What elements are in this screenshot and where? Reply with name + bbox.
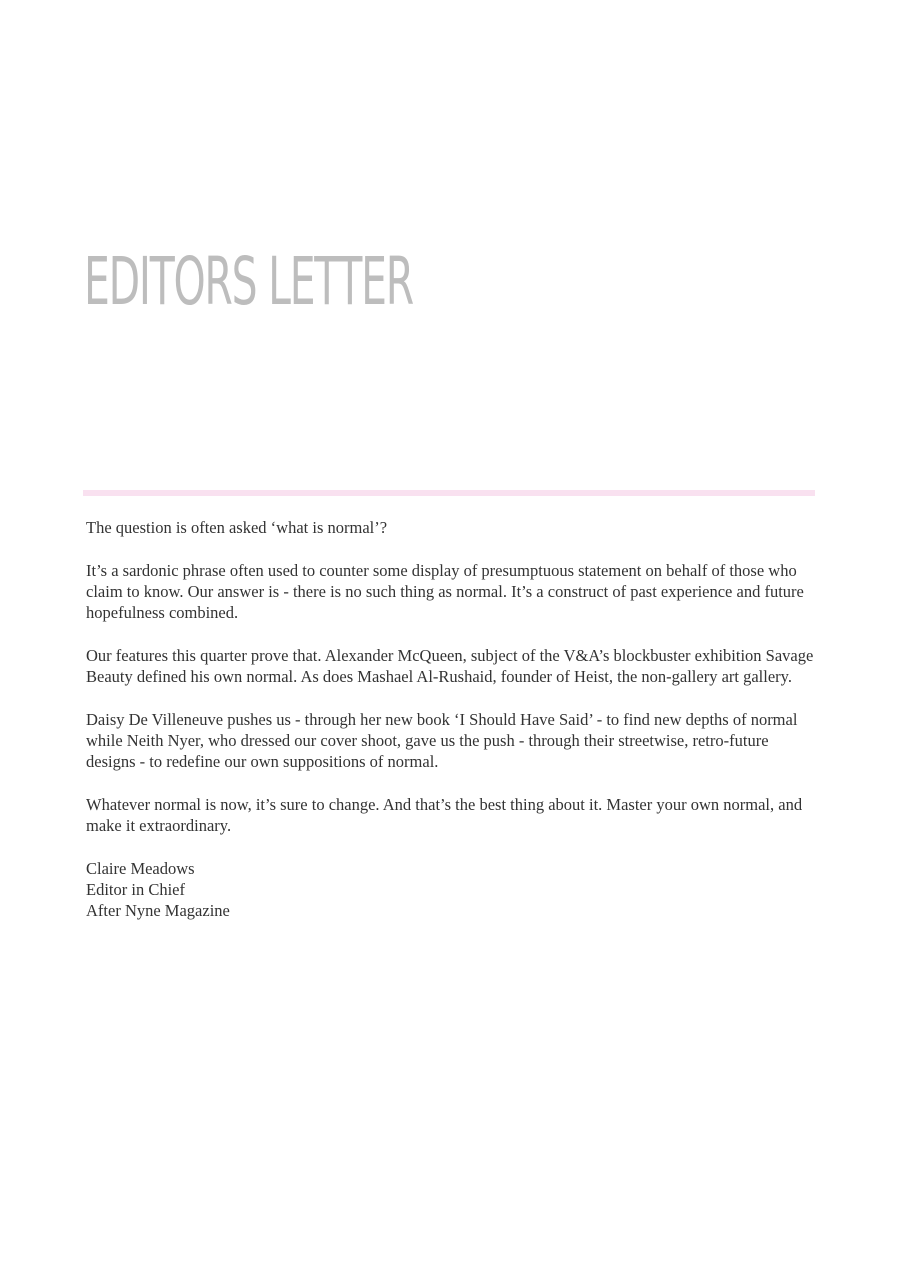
paragraph-intro: The question is often asked ‘what is normal’? [86,518,388,537]
signature-role: Editor in Chief [86,880,185,900]
signature-name: Claire Meadows [86,858,195,878]
paragraph-features: Our features this quarter prove that. Alexander McQueen, subject of the V&A’s blockbuster exhibition Savage Beauty defined his own normal. As does Mashael Al-Rushaid, founder of Heist, the non-gallery art gallery. [86,645,814,687]
pink-divider [83,490,815,496]
paragraph-normal-definition: It’s a sardonic phrase often used to counter some display of presumptuous statement on behalf of those who claim to know. Our answer is - there is no such thing as normal. It’s a construct of past experience and future hopefulness combined. [86,560,804,623]
paragraph-closing: Whatever normal is now, it’s sure to change. And that’s the best thing about it. Master your own normal, and make it extraordinary. [86,794,803,836]
paragraph-daisy-neith: Daisy De Villeneuve pushes us - through her new book ‘I Should Have Said’ - to find new depths of normal while Neith Nyer, who dressed our cover shoot, gave us the push - through their streetwise, retro-future designs - to redefine our own suppositions of normal. [86,709,798,772]
page-title: EDITORS LETTER [84,243,413,320]
letter-body [86,517,814,922]
signature-block [86,858,814,922]
signature-publication: After Nyne Magazine [86,901,230,921]
